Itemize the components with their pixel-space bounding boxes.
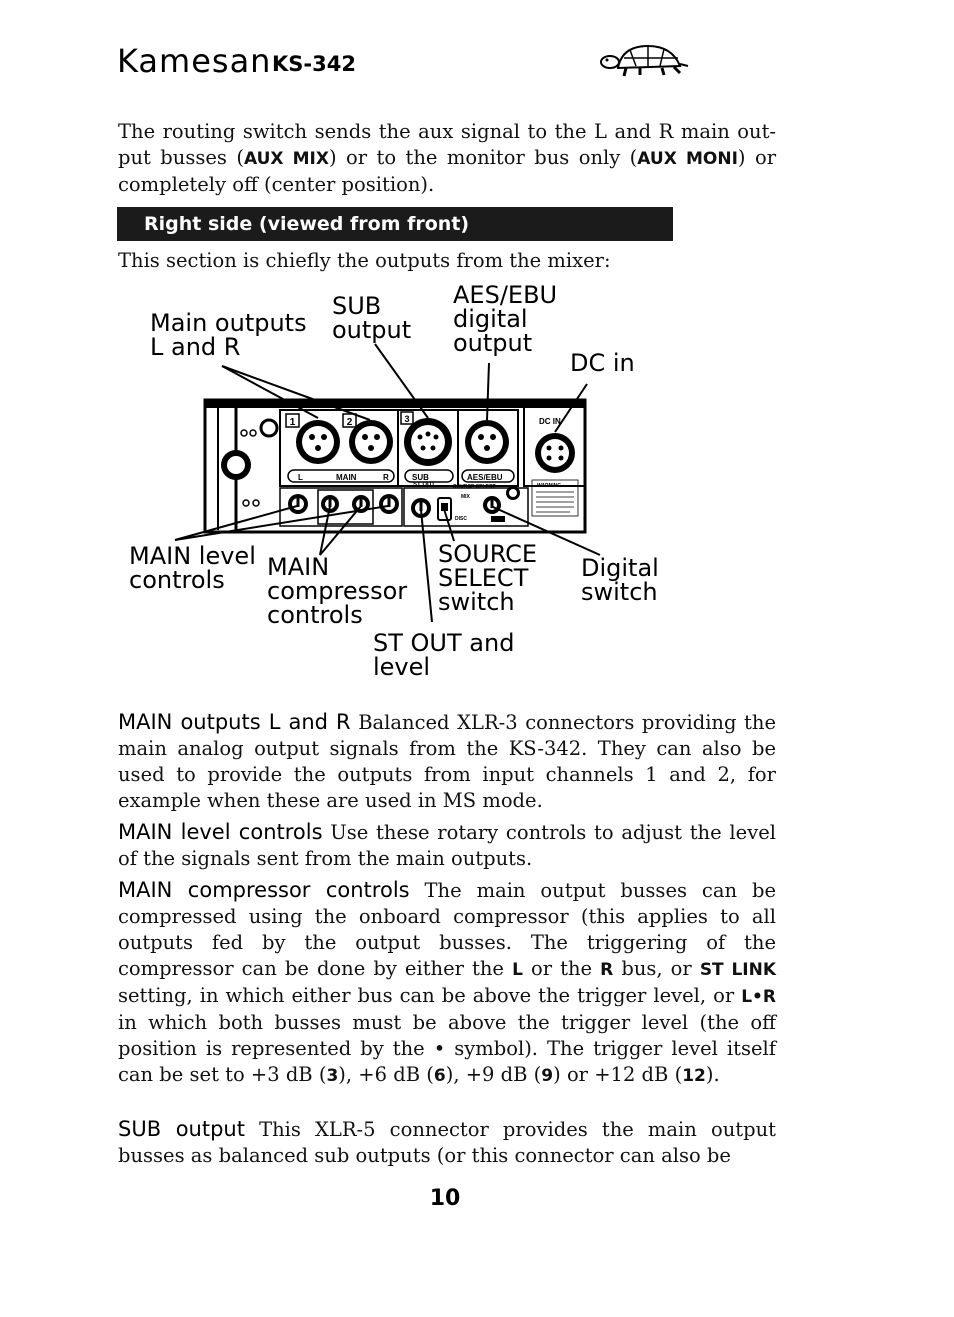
definition-main-level bbox=[118, 819, 776, 872]
bold-keyword: 9 bbox=[541, 1066, 554, 1086]
model-name: KS-342 bbox=[272, 52, 356, 76]
definition-text: ), +9 dB ( bbox=[445, 1063, 542, 1086]
term: MAIN compressor controls bbox=[118, 878, 410, 902]
definition-text: Use these rotary controls to adjust the level of the signals sent from the main outputs. bbox=[118, 821, 776, 870]
section-intro: This section is chiefly the outputs from the mixer: bbox=[118, 249, 611, 272]
bold-keyword: 12 bbox=[682, 1066, 706, 1086]
definition-sub-output bbox=[118, 1116, 776, 1169]
callout-main-outputs: Main outputs L and R bbox=[150, 309, 307, 361]
callout-source-select: SOURCE SELECT switch bbox=[438, 540, 538, 616]
sub-xlr5-icon bbox=[404, 418, 452, 466]
definition-text: ). bbox=[705, 1063, 720, 1086]
sub-panel-label: SUB bbox=[412, 473, 429, 482]
intro-text: ) or completely off (center position). bbox=[118, 146, 777, 196]
definition-text: Balanced XLR-3 connectors providing the main analog output signals from the KS-342. They can also be used to provide the outputs from input channels 1 and 2, for example when these are used in MS mode. bbox=[118, 711, 776, 812]
definition-text: ), +6 dB ( bbox=[338, 1063, 434, 1086]
main-l-panel-label: L bbox=[298, 473, 303, 482]
callout-digital-switch: Digital switch bbox=[581, 554, 659, 606]
main-level-l-knob-icon bbox=[288, 494, 308, 514]
jack-number-3: 3 bbox=[404, 414, 410, 424]
st-out-panel-label: ST OUT bbox=[413, 482, 435, 488]
aes-ebu-xlr-icon bbox=[465, 420, 509, 464]
main-l-xlr-icon bbox=[296, 420, 340, 464]
section-heading: Right side (viewed from front) bbox=[117, 207, 673, 241]
term: MAIN outputs L and R bbox=[118, 710, 351, 734]
mix-panel-label: MIX bbox=[461, 494, 470, 500]
main-r-panel-label: R bbox=[383, 473, 389, 482]
jack-number-2: 2 bbox=[346, 417, 353, 428]
definition-text: setting, in which either bus can be above the trigger level, or bbox=[118, 984, 742, 1007]
definition-text: This XLR-5 connector provides the main output busses as balanced sub outputs (or this connector can also be bbox=[118, 1118, 776, 1167]
bold-keyword: R bbox=[600, 960, 614, 980]
aes-panel-label: AES/EBU bbox=[467, 473, 503, 482]
definition-text: or the bbox=[522, 957, 601, 980]
bold-keyword: 6 bbox=[433, 1066, 446, 1086]
callout-main-level: MAIN level controls bbox=[129, 542, 256, 594]
term: MAIN level controls bbox=[118, 820, 323, 844]
disc-panel-label: DISC bbox=[455, 516, 467, 522]
bold-keyword: ST LINK bbox=[699, 960, 777, 980]
digital-switch-knob-icon bbox=[483, 496, 501, 514]
callout-main-compressor: MAIN compressor controls bbox=[267, 553, 408, 629]
term: SUB output bbox=[118, 1117, 245, 1141]
aux-mix-label: AUX MIX bbox=[243, 149, 329, 169]
definition-text: ) or +12 dB ( bbox=[553, 1063, 683, 1086]
callout-sub-output: SUB output bbox=[332, 292, 412, 344]
callout-aes-ebu: AES/EBU digital output bbox=[453, 281, 558, 357]
definition-main-compressor bbox=[118, 877, 776, 1089]
page-number: 10 bbox=[429, 1186, 461, 1211]
definition-text: bus, or bbox=[613, 957, 700, 980]
brand-logo: Kamesan bbox=[117, 42, 272, 80]
bold-keyword: L bbox=[512, 960, 523, 980]
dc-in-panel-label: DC IN bbox=[539, 417, 561, 426]
dc-in-connector-icon bbox=[535, 433, 575, 473]
main-r-xlr-icon bbox=[349, 420, 393, 464]
jack-number-1: 1 bbox=[289, 417, 296, 428]
intro-text: The routing switch sends the aux signal to the L and R main out-put busses ( bbox=[118, 120, 776, 169]
definition-main-outputs bbox=[118, 709, 776, 814]
definition-text: in which both busses must be above the trigger level (the off position is represented by the • symbol). The trigger level itself can be set to +3 dB ( bbox=[118, 1011, 776, 1086]
aux-moni-label: AUX MONI bbox=[637, 149, 738, 169]
source-select-panel-label: SOURCE SELECT bbox=[453, 484, 496, 490]
intro-text: ) or to the monitor bus only ( bbox=[329, 146, 638, 169]
bold-keyword: L•R bbox=[741, 987, 776, 1007]
main-panel-label: MAIN bbox=[336, 473, 357, 482]
callout-st-out: ST OUT and level bbox=[373, 629, 515, 681]
callout-dc-in: DC in bbox=[570, 349, 635, 377]
main-level-r-knob-icon bbox=[379, 494, 399, 514]
bold-keyword: 3 bbox=[326, 1066, 339, 1086]
warning-panel-label: WARNING bbox=[537, 483, 562, 489]
definition-text: The main output busses can be compressed using the onboard compressor (this applies to all outputs fed by the output busses. The triggering of the compressor can be done by either the bbox=[118, 879, 776, 980]
